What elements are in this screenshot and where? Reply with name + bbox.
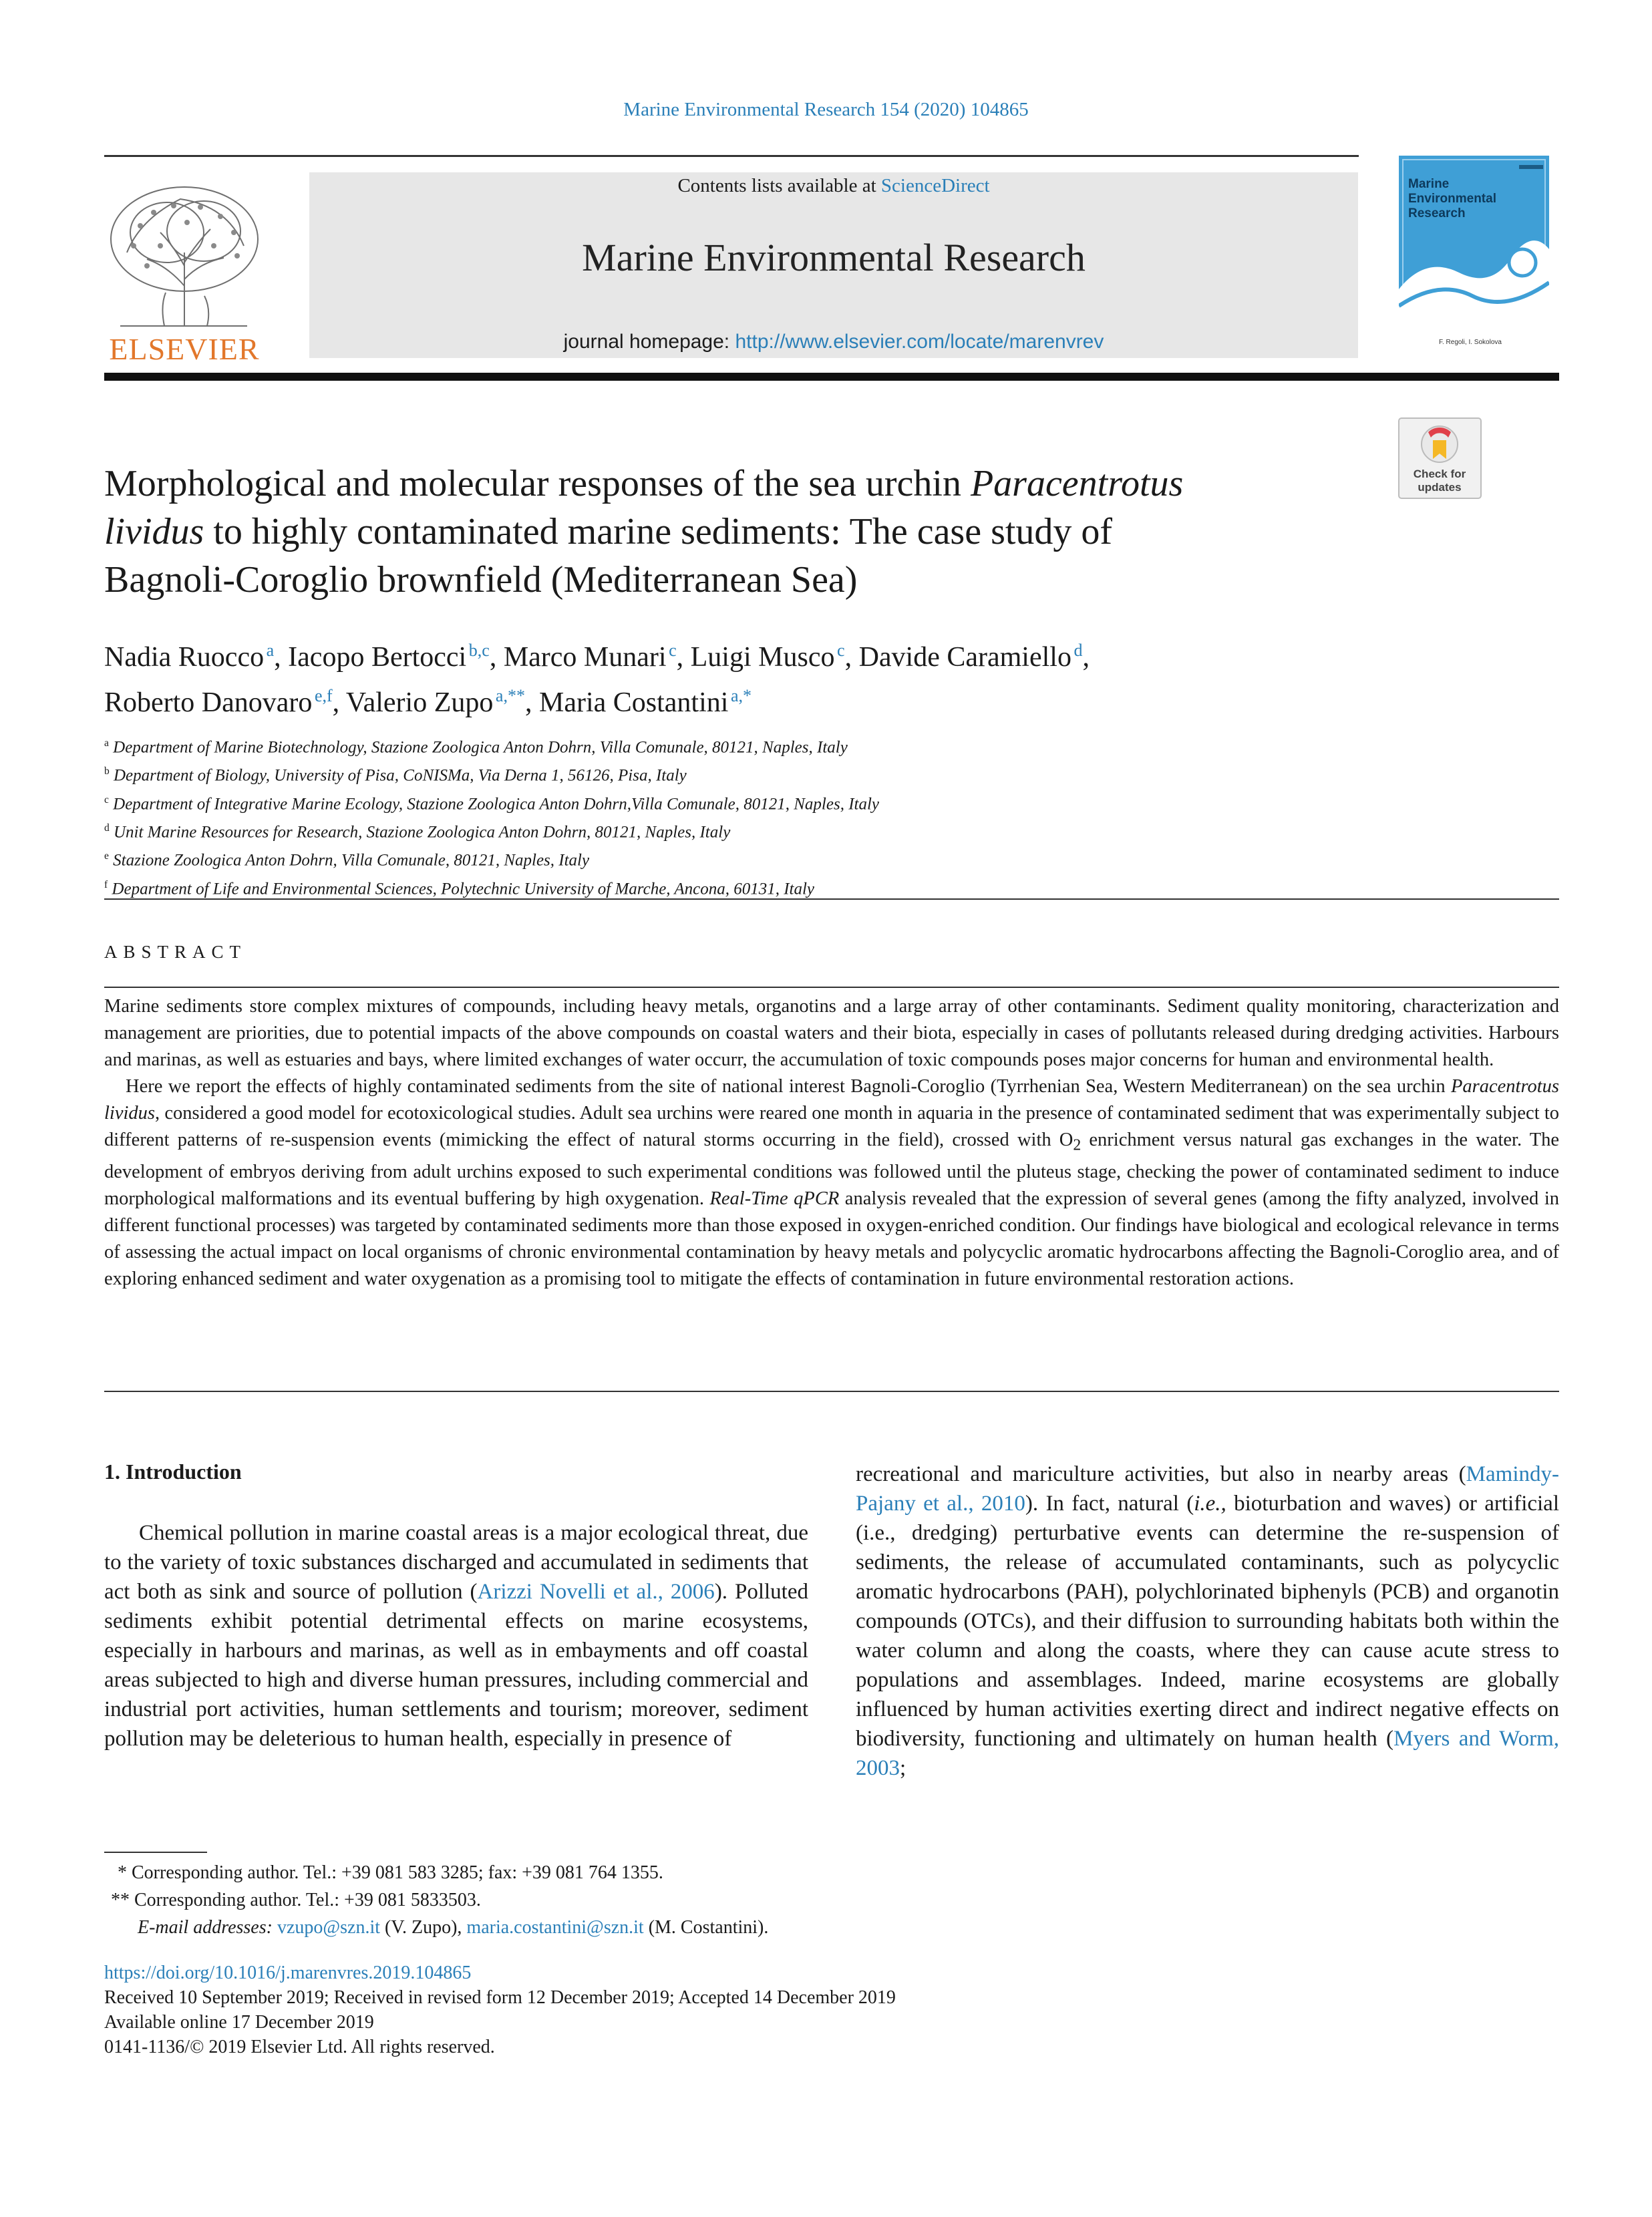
author-affil-ref[interactable]: a bbox=[266, 641, 275, 660]
affiliation-key: e bbox=[104, 850, 109, 862]
corresponding-author-note: ** Corresponding author. Tel.: +39 081 5833503. bbox=[111, 1890, 481, 1910]
author-name[interactable]: Iacopo Bertocci bbox=[288, 642, 467, 673]
homepage-link[interactable]: http://www.elsevier.com/locate/marenvrev bbox=[735, 331, 1104, 353]
abstract-text-run: analysis revealed that the expression of several genes (among the fifty analyzed, involved in different functional processes) was targeted by contaminated sediments more than those exposed in oxygen-enriched condition. Our findings have biological and ecological relevance in terms of assessing the actual impact on local organisms of chronic environmental contamination by heavy metals and polycyclic aromatic hydrocarbons affecting the Bagnoli-Coroglio area, and of exploring enhanced sediment and water oxygenation as a promising tool to mitigate the effects of contamination in future environmental restoration actions. bbox=[104, 1188, 1559, 1289]
abstract-text-run: enrichment versus natural gas exchanges in the water. The development of embryos deriving from adult urchins exposed to such experimental conditions was followed until the pluteus stage, checking the power of contaminated sediment to induce morphological malformations and its eventual buffering by high oxygenation. bbox=[104, 1130, 1560, 1209]
author-affil-ref[interactable]: b,c bbox=[468, 641, 490, 660]
affiliation-key: c bbox=[104, 794, 109, 806]
title-species: lividus bbox=[104, 511, 204, 552]
elsevier-wordmark: ELSEVIER bbox=[109, 332, 260, 366]
email-owner: (V. Zupo), bbox=[380, 1917, 467, 1938]
abstract-species-name: Paracentrotus lividus bbox=[104, 1076, 1559, 1124]
title-part-3: Bagnoli-Coroglio brownfield (Mediterranean Sea) bbox=[104, 559, 858, 601]
affiliation-item bbox=[104, 731, 1507, 759]
cover-title-line-1: Marine bbox=[1408, 177, 1450, 191]
author-affil-ref[interactable]: a,* bbox=[730, 686, 752, 705]
affiliation-key: d bbox=[104, 822, 110, 834]
affiliation-item bbox=[104, 873, 1507, 901]
affiliation-item bbox=[104, 844, 1507, 872]
elsevier-tree-logo bbox=[100, 172, 269, 366]
body-text-run: ; bbox=[900, 1756, 906, 1780]
abstract-method-name: Real-Time qPCR bbox=[709, 1188, 840, 1209]
contents-available-line bbox=[309, 175, 1358, 197]
divider bbox=[104, 1391, 1559, 1392]
affiliation-item bbox=[104, 759, 1507, 788]
oxygen-subscript: 2 bbox=[1073, 1136, 1082, 1154]
intro-paragraph bbox=[104, 1518, 808, 1753]
footnotes bbox=[104, 1859, 1173, 1941]
affiliation-text: Unit Marine Resources for Research, Stazione Zoologica Anton Dohrn, 80121, Naples, Italy bbox=[114, 823, 731, 842]
footnote-rule bbox=[104, 1852, 207, 1853]
affiliation-item bbox=[104, 788, 1507, 816]
affiliation-item bbox=[104, 816, 1507, 844]
title-part-1: Morphological and molecular responses of the sea urchin bbox=[104, 463, 971, 504]
badge-line-2: updates bbox=[1418, 481, 1462, 494]
check-for-updates-badge[interactable] bbox=[1398, 417, 1482, 499]
divider bbox=[104, 987, 1559, 988]
email-addresses-line bbox=[104, 1914, 1173, 1941]
body-text-run: bioturbation and waves) or artificial (i.e., dredging) perturbative events can determine the re-suspension of sediments, the release of accumulated contaminants, such as polycyclic aromatic hydrocarbons (PAH), polychlorinated biphenyls (PCB) and organotin compounds (OTCs), and their diffusion to surrounding habitats both within the water column and along the coasts, where they can cause acute stress to populations and assemblages. Indeed, marine ecosystems are globally influenced by human activities exerting direct and indirect negative effects on biodiversity, functioning and ultimately on human health ( bbox=[856, 1492, 1559, 1751]
email-label: E-mail addresses: bbox=[138, 1917, 273, 1938]
contents-prefix: Contents lists available at bbox=[677, 175, 881, 196]
intro-paragraph-continued bbox=[856, 1460, 1559, 1783]
affiliation-list bbox=[104, 731, 1507, 901]
author-name[interactable]: Nadia Ruocco bbox=[104, 642, 265, 673]
author-affil-ref[interactable]: a,** bbox=[495, 686, 525, 705]
affiliation-text: Stazione Zoologica Anton Dohrn, Villa Comunale, 80121, Naples, Italy bbox=[113, 851, 590, 870]
author-name[interactable]: Luigi Musco bbox=[690, 642, 835, 673]
section-heading-introduction: 1. Introduction bbox=[104, 1460, 242, 1484]
title-part-2: to highly contaminated marine sediments: The case study of bbox=[204, 511, 1113, 552]
homepage-prefix: journal homepage: bbox=[563, 331, 735, 353]
body-italic-run: i.e., bbox=[1194, 1492, 1226, 1516]
body-text-run: ). Polluted sediments exhibit potential detrimental effects on marine ecosystems, especially in harbours and marinas, as well as in embayments and off coastal areas subjected to high and diverse human pressures, including commercial and industrial port activities, human settlements and tourism; moreover, sediment pollution may be deleterious to human health, especially in presence of bbox=[104, 1580, 808, 1751]
title-genus: Paracentrotus bbox=[970, 463, 1184, 504]
abstract-text-run: Here we report the effects of highly contaminated sediments from the site of national interest Bagnoli-Coroglio (Tyrrhenian Sea, Western Mediterranean) on the sea urchin bbox=[126, 1076, 1451, 1097]
cover-editors: F. Regoli, I. Sokolova bbox=[1439, 339, 1502, 346]
sciencedirect-link[interactable]: ScienceDirect bbox=[880, 175, 990, 196]
affiliation-key: b bbox=[104, 765, 110, 778]
affiliation-key: f bbox=[104, 878, 108, 890]
doi-link[interactable]: https://doi.org/10.1016/j.marenvres.2019.104865 bbox=[104, 1963, 472, 1983]
abstract-body bbox=[104, 993, 1559, 1293]
author-name[interactable]: Maria Costantini bbox=[538, 687, 729, 718]
author-name[interactable]: Valerio Zupo bbox=[345, 687, 494, 718]
body-text-run: recreational and mariculture activities, but also in nearby areas ( bbox=[856, 1462, 1466, 1486]
author-name[interactable]: Roberto Danovaro bbox=[104, 687, 313, 718]
abstract-paragraph-1: Marine sediments store complex mixtures of compounds, including heavy metals, organotins and a large array of other contaminants. Sediment quality monitoring, characterization and management are priorities, due to potential impacts of the above compounds on coastal waters and their biota, especially in cases of pollutants released during dredging activities. Harbours and marinas, as well as estuaries and bays, where limited exchanges of water occurr, the accumulation of toxic compounds poses major concerns for human and environmental health. bbox=[104, 996, 1559, 1070]
body-column-left bbox=[104, 1518, 808, 1753]
author-affil-ref[interactable]: e,f bbox=[314, 686, 333, 705]
author-list: Nadia Ruocco $^a$, Iacopo Bertocci $^{b,c}$, Marco Munari $^c$, Luigi Musco $^c$, Davide Caramiello $^d$, Roberto Danovaro $^{e,f}$, Valerio Zupo $^{a,**}$, Maria Costantini $^{a,*}$ bbox=[104, 641, 1090, 718]
badge-line-1: Check for bbox=[1413, 468, 1466, 480]
body-text-run: Chemical pollution in marine coastal areas is a major ecological threat, due to the variety of toxic substances discharged and accumulated in sediments that act both as sink and source of pollution ( bbox=[104, 1521, 808, 1604]
journal-homepage-line bbox=[309, 331, 1358, 353]
affiliation-text: Department of Life and Environmental Sciences, Polytechnic University of Marche, Ancona, 60131, Italy bbox=[112, 879, 815, 898]
journal-cover-thumbnail[interactable] bbox=[1399, 156, 1549, 359]
journal-reference[interactable]: Marine Environmental Research 154 (2020) 104865 bbox=[623, 99, 1029, 120]
divider bbox=[104, 898, 1559, 900]
author-name[interactable]: Davide Caramiello bbox=[858, 642, 1071, 673]
header-bottom-rule bbox=[104, 373, 1559, 381]
corresponding-author-note: * Corresponding author. Tel.: +39 081 583 3285; fax: +39 081 764 1355. bbox=[118, 1862, 663, 1883]
journal-title: Marine Environmental Research bbox=[582, 236, 1086, 279]
body-column-right bbox=[856, 1460, 1559, 1783]
author-name[interactable]: Marco Munari bbox=[503, 642, 667, 673]
abstract-paragraph-2 bbox=[104, 1073, 1559, 1293]
cover-title-line-2: Environmental bbox=[1408, 192, 1496, 206]
affiliation-key: a bbox=[104, 737, 109, 749]
received-dates: Received 10 September 2019; Received in revised form 12 December 2019; Accepted 14 December 2019 bbox=[104, 1987, 896, 2008]
citation-link[interactable]: Arizzi Novelli et al., 2006 bbox=[477, 1580, 715, 1604]
email-owner: (M. Costantini). bbox=[643, 1917, 769, 1938]
citation-link[interactable]: Mamindy-Pajany et al., 2010 bbox=[856, 1462, 1559, 1516]
header-top-rule bbox=[104, 155, 1359, 157]
body-text-run: ). In fact, natural ( bbox=[1025, 1492, 1194, 1516]
affiliation-text: Department of Biology, University of Pisa, CoNISMa, Via Derna 1, 56126, Pisa, Italy bbox=[114, 766, 687, 785]
email-link[interactable]: vzupo@szn.it bbox=[277, 1917, 381, 1938]
crossmark-icon bbox=[1422, 426, 1458, 462]
cover-title-line-3: Research bbox=[1408, 206, 1466, 220]
abstract-text-run: , considered a good model for ecotoxicological studies. Adult sea urchins were reared one month in aquaria in the presence of contaminated sediment that was experimentally subject to different patterns of re-suspension events (mimicking the effect of natural storms occurring in the field), crossed with O bbox=[104, 1103, 1559, 1150]
author-affil-ref[interactable]: c bbox=[837, 641, 845, 660]
copyright-line: 0141-1136/© 2019 Elsevier Ltd. All rights reserved. bbox=[104, 2037, 495, 2057]
affiliation-text: Department of Integrative Marine Ecology, Stazione Zoologica Anton Dohrn,Villa Comunale, 80121, Naples, Italy bbox=[113, 794, 880, 813]
citation-link[interactable]: Myers and Worm, 2003 bbox=[856, 1727, 1559, 1780]
abstract-heading: ABSTRACT bbox=[104, 942, 247, 962]
article-title bbox=[104, 460, 1360, 604]
affiliation-text: Department of Marine Biotechnology, Stazione Zoologica Anton Dohrn, Villa Comunale, 80121, Naples, Italy bbox=[113, 738, 848, 757]
author-affil-ref[interactable]: d bbox=[1073, 641, 1083, 660]
email-link[interactable]: maria.costantini@szn.it bbox=[466, 1917, 644, 1938]
author-affil-ref[interactable]: c bbox=[669, 641, 677, 660]
online-date: Available online 17 December 2019 bbox=[104, 2012, 374, 2033]
publication-info bbox=[104, 1960, 1307, 2059]
